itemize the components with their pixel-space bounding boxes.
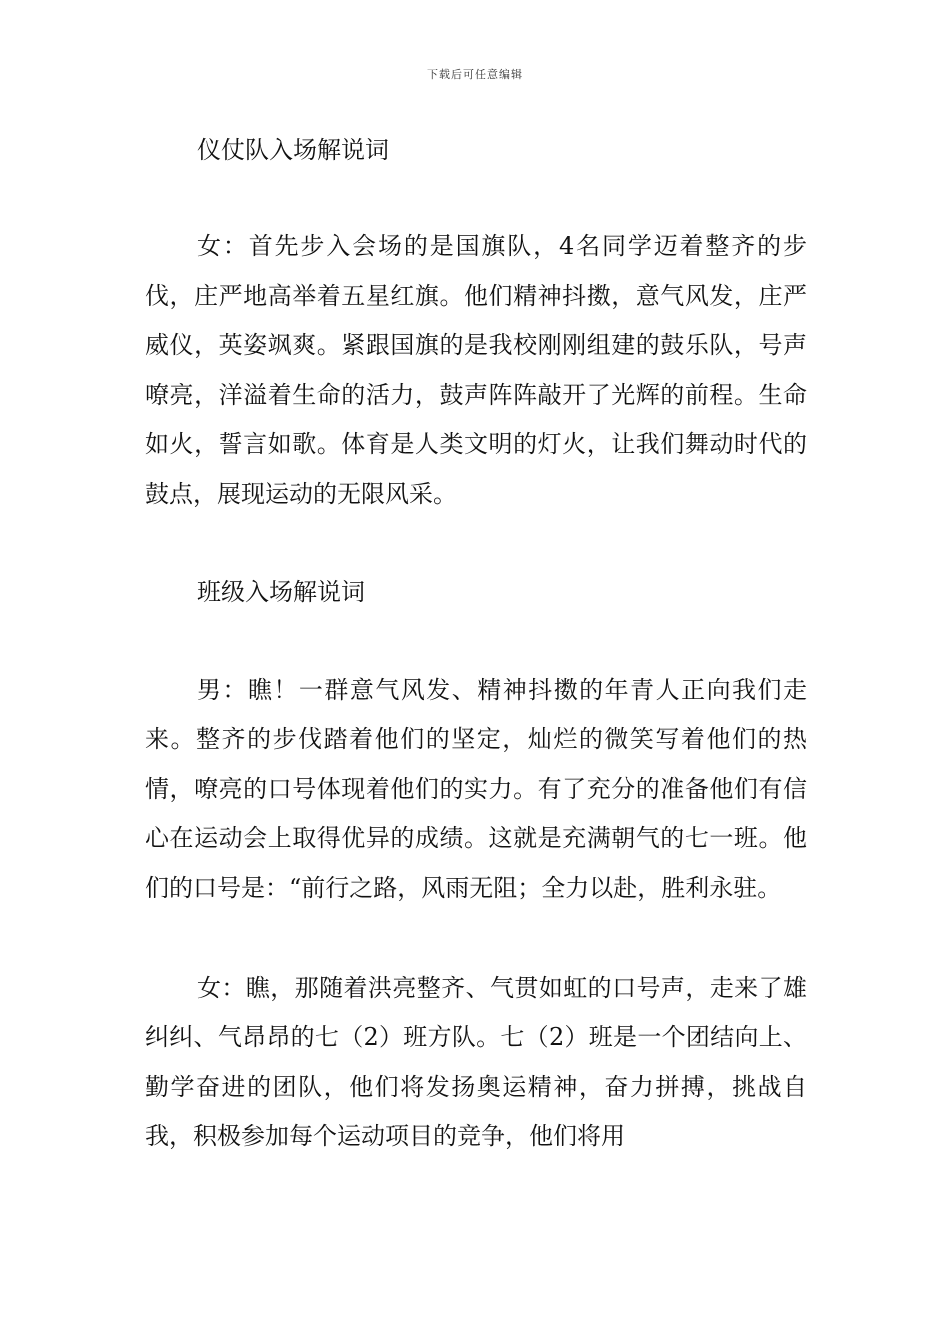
section-title-class-entry: 班级入场解说词 bbox=[197, 577, 365, 606]
section-title-honor-guard: 仪仗队入场解说词 bbox=[197, 136, 389, 164]
paragraph-honor-guard: 女：首先步入会场的是国旗队，4名同学迈着整齐的步伐，庄严地高举着五星红旗。他们精神抖擞，意气风发，庄严威仪，英姿飒爽。紧跟国旗的是我校刚刚组建的鼓乐队，号声嘹亮，洋溢着生命的活力，鼓声阵阵敲开了光辉的前程。生命如火，誓言如歌。体育是人类文明的灯火，让我们舞动时代的鼓点，展现运动的无限风采。 bbox=[145, 232, 807, 508]
paragraph-class-one: 男：瞧！一群意气风发、精神抖擞的年青人正向我们走来。整齐的步伐踏着他们的坚定，灿烂的微笑写着他们的热情，嘹亮的口号体现着他们的实力。有了充分的准备他们有信心在运动会上取得优异的成绩。这就是充满朝气的七一班。他们的口号是：“前行之路，风雨无阻；全力以赴，胜利永驻。 bbox=[145, 675, 807, 902]
page-header-note: 下载后可任意编辑 bbox=[427, 68, 523, 81]
document-body bbox=[145, 126, 807, 1162]
paragraph-class-two: 女：瞧，那随着洪亮整齐、气贯如虹的口号声，走来了雄纠纠、气昂昂的七（2）班方队。七（2）班是一个团结向上、勤学奋进的团队，他们将发扬奥运精神，奋力拼搏，挑战自我，积极参加每个运动项目的竞争，他们将用 bbox=[145, 973, 807, 1151]
